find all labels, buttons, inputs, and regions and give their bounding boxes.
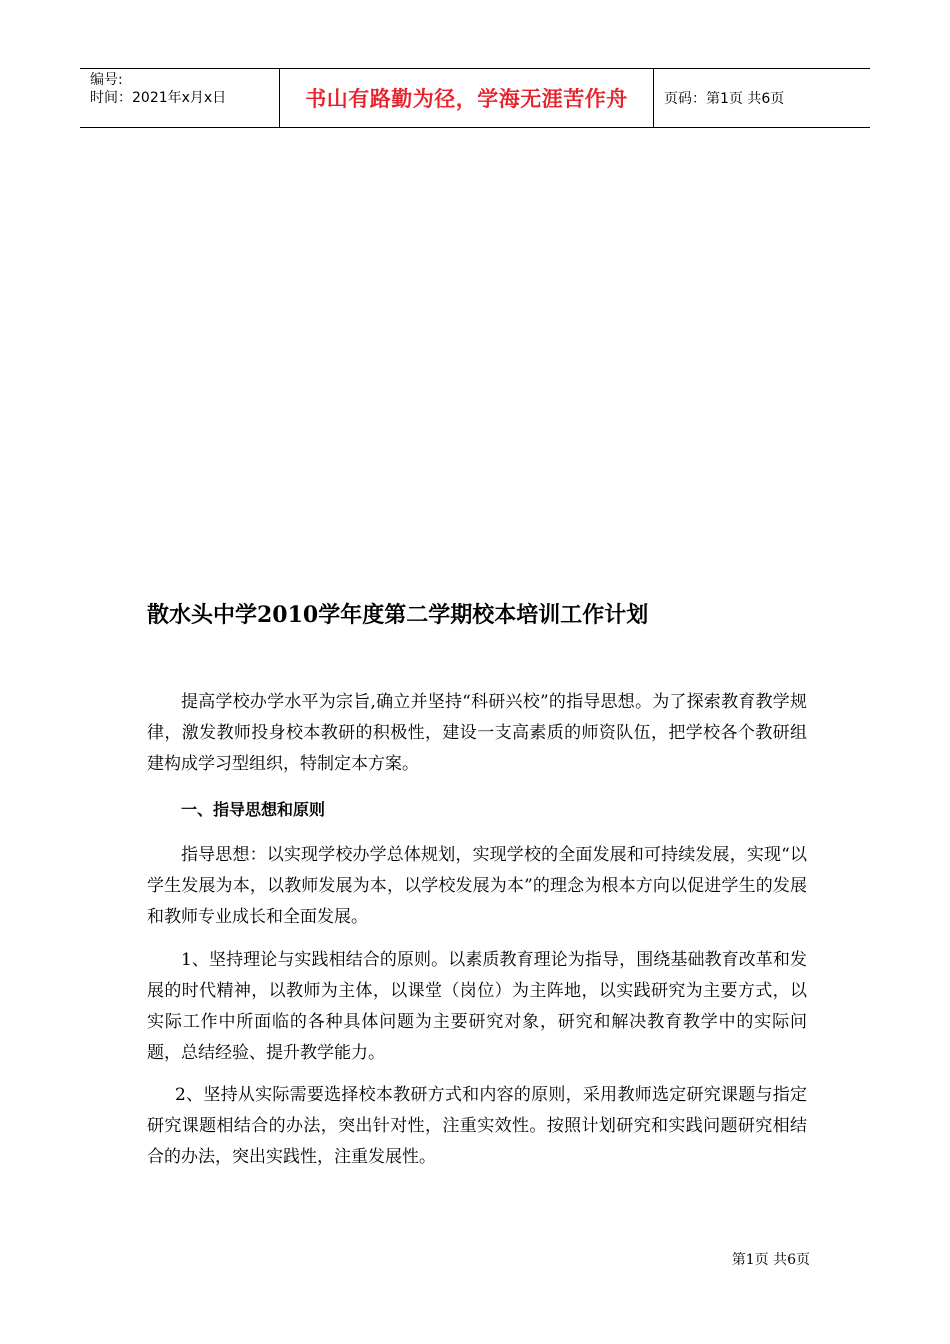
header-page-info: 页码：第1页 共6页 xyxy=(664,91,785,107)
header-table xyxy=(80,68,870,128)
paragraph-principle-2: 2、坚持从实际需要选择校本教研方式和内容的原则，采用教师选定研究课题与指定研究课题相结合的办法，突出针对性，注重实效性。按照计划研究和实践问题研究相结合的办法，突出实践性，注重发展性。 xyxy=(147,1085,807,1167)
header-left-cell xyxy=(80,69,280,127)
time-label: 时间：2021年x月x日 xyxy=(90,90,227,106)
paragraph-guiding-thought: 指导思想：以实现学校办学总体规划，实现学校的全面发展和可持续发展，实现“以学生发展为本，以教师发展为本，以学校发展为本”的理念为根本方向以促进学生的发展和教师专业成长和全面发展。 xyxy=(147,845,807,927)
document-title: 散水头中学2010学年度第二学期校本培训工作计划 xyxy=(147,602,649,628)
paragraph-intro: 提高学校办学水平为宗旨,确立并坚持“科研兴校”的指导思想。为了探索教育教学规律，激发教师投身校本教研的积极性，建设一支高素质的师资队伍，把学校各个教研组建构成学习型组织，特制定本方案。 xyxy=(147,692,807,774)
header-motto: 书山有路勤为径，学海无涯苦作舟 xyxy=(280,69,654,127)
paragraph-principle-1: 1、坚持理论与实践相结合的原则。以素质教育理论为指导，围绕基础教育改革和发展的时代精神，以教师为主体，以课堂（岗位）为主阵地，以实践研究为主要方式，以实际工作中所面临的各种具体问题为主要研究对象，研究和解决教育教学中的实际问题，总结经验、提升教学能力。 xyxy=(147,950,807,1063)
number-label: 编号: xyxy=(90,72,123,88)
footer-page-info: 第1页 共6页 xyxy=(731,1252,810,1268)
section-heading: 一、指导思想和原则 xyxy=(181,800,326,819)
